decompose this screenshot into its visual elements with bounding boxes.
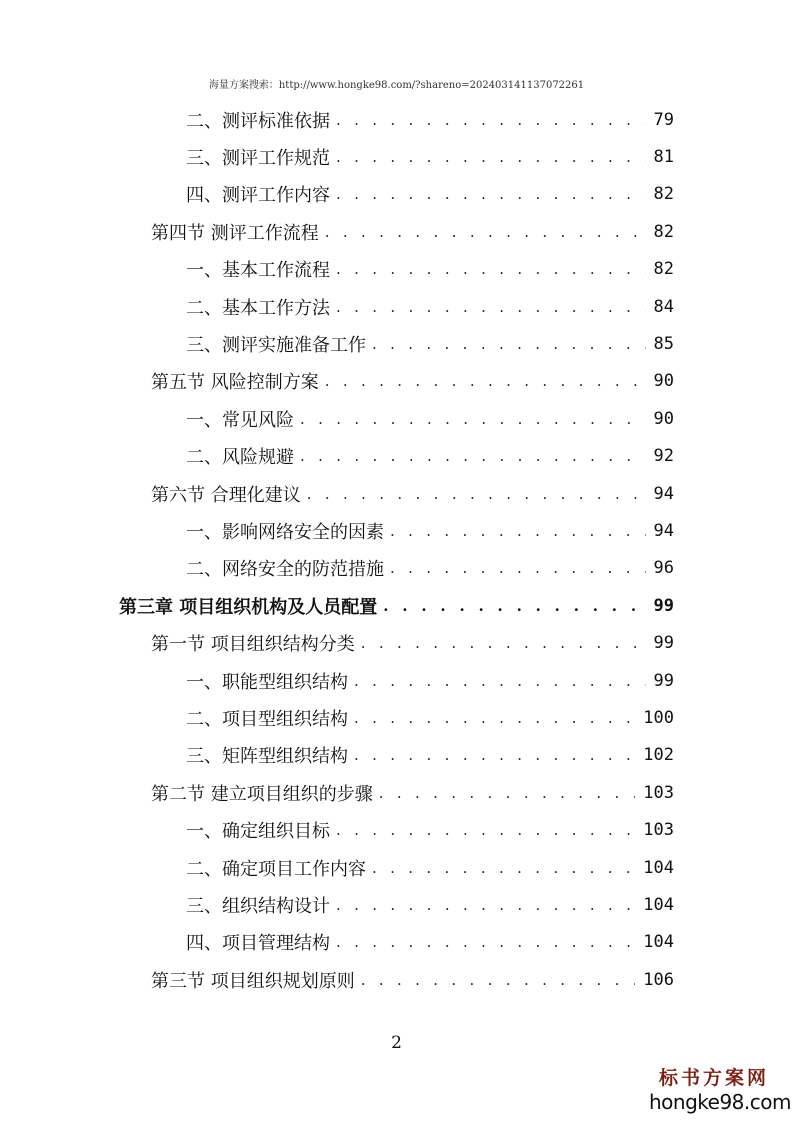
toc-dot-leader [361,634,646,652]
header-source-note: 海量方案搜索：http://www.hongke98.com/?shareno=202403141137072261 [208,80,585,91]
watermark-logo [649,1066,791,1114]
toc-entry-title: 四、测评工作内容 [186,185,330,207]
toc-entry-page: 81 [653,146,674,167]
toc-entry-title: 二、基本工作方法 [186,297,330,319]
toc-entry-section [151,961,674,998]
toc-dot-leader [336,260,646,278]
toc-entry-chapter [119,587,674,624]
toc-dot-leader [379,784,636,802]
toc-entry-title: 二、项目型组织结构 [186,708,348,730]
toc-entry-section [151,363,674,400]
toc-entry-title: 一、影响网络安全的因素 [186,521,384,543]
toc-entry-item [186,886,674,923]
toc-entry-title: 第六节 合理化建议 [151,484,301,506]
toc-entry-page: 84 [653,296,674,317]
toc-entry-item [186,849,674,886]
toc-entry-title: 一、常见风险 [186,409,294,431]
toc-dot-leader [300,410,646,428]
toc-entry-title: 二、确定项目工作内容 [186,858,366,880]
toc-dot-leader [354,672,646,690]
toc-entry-page: 94 [653,520,674,541]
watermark-cn-text: 标书方案网 [658,1067,769,1089]
toc-entry-item [186,812,674,849]
toc-entry-item [186,138,674,175]
toc-entry-title: 第三节 项目组织规划原则 [151,970,355,992]
toc-entry-title: 三、测评工作规范 [186,147,330,169]
toc-entry-page: 82 [653,221,674,242]
toc-dot-leader [336,298,646,316]
toc-entry-item [186,737,674,774]
toc-entry-page: 82 [653,184,674,205]
toc-dot-leader [383,597,645,615]
toc-dot-leader [325,223,646,241]
toc-entry-title: 四、项目管理结构 [186,933,330,955]
toc-dot-leader [336,896,635,914]
toc-entry-page: 94 [653,483,674,504]
toc-dot-leader [307,485,646,503]
toc-dot-leader [372,335,646,353]
toc-dot-leader [300,447,646,465]
toc-entry-page: 92 [653,446,674,467]
toc-entry-item [186,924,674,961]
toc-entry-page: 103 [643,820,674,841]
toc-entry-title: 第三章 项目组织机构及人员配置 [119,596,378,618]
toc-entry-item [186,699,674,736]
toc-entry-page: 104 [643,932,674,953]
toc-entry-page: 90 [653,408,674,429]
toc-dot-leader [336,148,646,166]
toc-entry-section [151,475,674,512]
toc-dot-leader [354,746,635,764]
toc-entry-page: 85 [653,333,674,354]
toc-entry-item [186,251,674,288]
toc-entry-item [186,662,674,699]
toc-entry-page: 99 [653,595,674,616]
toc-entry-title: 二、风险规避 [186,447,294,469]
toc-dot-leader [336,185,646,203]
toc-entry-title: 二、网络安全的防范措施 [186,559,384,581]
toc-entry-title: 第四节 测评工作流程 [151,222,319,244]
toc-dot-leader [336,111,646,129]
toc-entry-section [151,213,674,250]
toc-entry-title: 三、测评实施准备工作 [186,334,366,356]
toc-dot-leader [354,709,635,727]
toc-entry-section [151,625,674,662]
toc-entry-page: 82 [653,259,674,280]
toc-entry-page: 99 [653,670,674,691]
toc-entry-page: 96 [653,558,674,579]
toc-dot-leader [336,933,635,951]
toc-entry-item [186,550,674,587]
toc-entry-page: 100 [643,707,674,728]
toc-entry-title: 一、职能型组织结构 [186,671,348,693]
toc-dot-leader [361,971,636,989]
toc-entry-page: 90 [653,371,674,392]
toc-dot-leader [336,821,635,839]
toc-entry-item [186,176,674,213]
toc-dot-leader [372,859,635,877]
toc-entry-item [186,101,674,138]
watermark-en-text: hongke98.com [649,1090,791,1114]
toc-entry-title: 三、组织结构设计 [186,895,330,917]
toc-dot-leader [390,522,646,540]
toc-entry-page: 104 [643,857,674,878]
toc-entry-title: 一、基本工作流程 [186,260,330,282]
toc-entry-page: 79 [653,109,674,130]
toc-entry-title: 第二节 建立项目组织的步骤 [151,783,373,805]
toc-entry-title: 三、矩阵型组织结构 [186,746,348,768]
toc-entry-title: 第五节 风险控制方案 [151,372,319,394]
toc-entry-item [186,512,674,549]
toc-entry-item [186,400,674,437]
toc-entry-page: 102 [643,745,674,766]
toc-entry-section [151,774,674,811]
toc-entry-title: 第一节 项目组织结构分类 [151,634,355,656]
toc-entry-page: 104 [643,894,674,915]
toc-entry-item [186,288,674,325]
page-number: 2 [391,1033,402,1053]
toc-entry-item [186,438,674,475]
toc-entry-title: 二、测评标准依据 [186,110,330,132]
toc-entry-page: 103 [643,782,674,803]
toc-dot-leader [325,372,646,390]
toc-entry-title: 一、确定组织目标 [186,821,330,843]
toc-entry-page: 99 [653,633,674,654]
toc-entry-page: 106 [643,969,674,990]
toc-dot-leader [390,559,646,577]
toc-entry-item [186,325,674,362]
